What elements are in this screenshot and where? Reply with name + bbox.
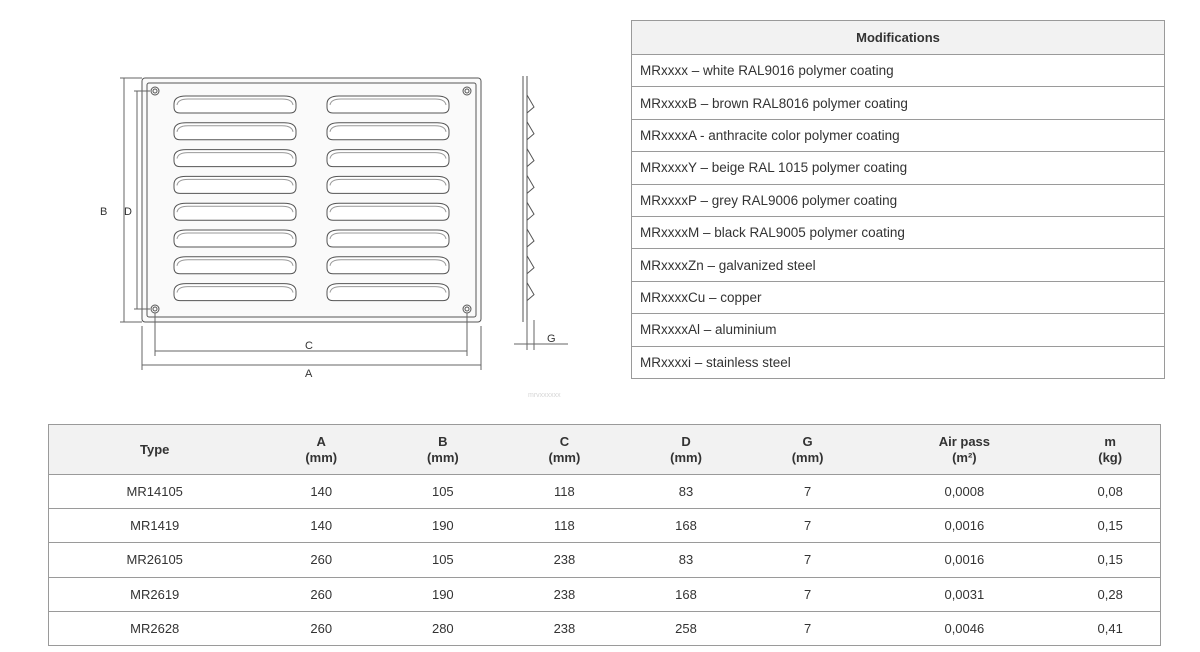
spec-cell: 140 — [260, 475, 382, 509]
modification-item: MRxxxxi – stainless steel — [632, 346, 1165, 378]
dim-label-g: G — [547, 333, 556, 345]
specifications-table — [48, 424, 1161, 646]
table-row — [49, 611, 1161, 645]
spec-cell: 7 — [747, 611, 869, 645]
spec-header-name: G — [802, 433, 813, 449]
spec-cell: 118 — [504, 509, 626, 543]
spec-header-unit: (mm) — [426, 449, 459, 465]
spec-header-cell — [868, 425, 1060, 475]
modification-item: MRxxxxM – black RAL9005 polymer coating — [632, 216, 1165, 248]
side-fin — [527, 202, 534, 220]
modification-row — [632, 87, 1165, 119]
spec-cell: 0,0046 — [868, 611, 1060, 645]
modification-item: MRxxxxAl – aluminium — [632, 314, 1165, 346]
side-view — [523, 76, 534, 322]
technical-drawing — [90, 60, 590, 390]
side-fin — [527, 122, 534, 140]
spec-cell: 0,0016 — [868, 543, 1060, 577]
dim-label-b: B — [100, 206, 108, 218]
specifications-header-row — [49, 425, 1161, 475]
spec-cell: 7 — [747, 509, 869, 543]
modifications-title: Modifications — [632, 21, 1165, 55]
modification-item: MRxxxxZn – galvanized steel — [632, 249, 1165, 281]
spec-cell: MR26105 — [49, 543, 261, 577]
spec-cell: 7 — [747, 543, 869, 577]
spec-header-cell — [747, 425, 869, 475]
spec-header-cell — [1060, 425, 1160, 475]
spec-cell: 0,15 — [1060, 509, 1160, 543]
spec-cell: 238 — [504, 543, 626, 577]
spec-cell: 190 — [382, 577, 504, 611]
spec-cell: 7 — [747, 577, 869, 611]
spec-cell: 0,28 — [1060, 577, 1160, 611]
spec-header-unit: (mm) — [305, 449, 338, 465]
spec-cell: 105 — [382, 475, 504, 509]
spec-cell: 190 — [382, 509, 504, 543]
side-fin — [527, 256, 534, 274]
modification-row — [632, 249, 1165, 281]
dim-label-d: D — [124, 206, 132, 218]
modification-item: MRxxxxCu – copper — [632, 281, 1165, 313]
spec-cell: 0,0016 — [868, 509, 1060, 543]
specifications-body — [49, 475, 1161, 646]
modification-item: MRxxxx – white RAL9016 polymer coating — [632, 55, 1165, 87]
side-fin — [527, 229, 534, 247]
side-fin — [527, 95, 534, 113]
modification-item: MRxxxxB – brown RAL8016 polymer coating — [632, 87, 1165, 119]
modifications-table — [631, 20, 1165, 379]
spec-cell: 83 — [625, 475, 747, 509]
spec-cell: 260 — [260, 577, 382, 611]
spec-cell: MR14105 — [49, 475, 261, 509]
spec-header-unit: (mm) — [670, 449, 702, 465]
spec-cell: 168 — [625, 577, 747, 611]
spec-cell: 0,08 — [1060, 475, 1160, 509]
modification-row — [632, 184, 1165, 216]
spec-cell: 118 — [504, 475, 626, 509]
spec-cell: 140 — [260, 509, 382, 543]
modification-item: MRxxxxP – grey RAL9006 polymer coating — [632, 184, 1165, 216]
spec-header-cell — [625, 425, 747, 475]
spec-cell: 83 — [625, 543, 747, 577]
spec-cell: 7 — [747, 475, 869, 509]
spec-cell: 280 — [382, 611, 504, 645]
modification-row — [632, 152, 1165, 184]
modification-row — [632, 216, 1165, 248]
modification-row — [632, 119, 1165, 151]
dim-label-c: C — [305, 340, 313, 352]
spec-header-unit: (m²) — [952, 449, 977, 465]
spec-cell: 0,15 — [1060, 543, 1160, 577]
modifications-list — [632, 55, 1165, 379]
spec-header-cell — [260, 425, 382, 475]
spec-header-name: Air pass — [938, 433, 991, 449]
modification-item: MRxxxxY – beige RAL 1015 polymer coating — [632, 152, 1165, 184]
side-fin — [527, 149, 534, 167]
spec-cell: 258 — [625, 611, 747, 645]
spec-cell: 260 — [260, 611, 382, 645]
spec-cell: 0,41 — [1060, 611, 1160, 645]
modification-row — [632, 281, 1165, 313]
spec-header-name: Type — [140, 441, 170, 457]
spec-cell: 0,0031 — [868, 577, 1060, 611]
spec-header-cell — [49, 425, 261, 475]
spec-header-unit: (mm) — [791, 449, 824, 465]
spec-cell: 168 — [625, 509, 747, 543]
spec-header-cell — [504, 425, 626, 475]
spec-cell: 105 — [382, 543, 504, 577]
spec-header-name: D — [681, 433, 691, 449]
spec-header-name: C — [559, 433, 570, 449]
spec-header-cell — [382, 425, 504, 475]
spec-header-unit: (mm) — [548, 449, 581, 465]
modification-row — [632, 346, 1165, 378]
spec-cell: 238 — [504, 611, 626, 645]
modification-row — [632, 55, 1165, 87]
table-row — [49, 475, 1161, 509]
modification-row — [632, 314, 1165, 346]
spec-cell: MR2628 — [49, 611, 261, 645]
table-row — [49, 509, 1161, 543]
dim-label-a: A — [305, 368, 313, 380]
spec-header-name: B — [438, 433, 448, 449]
spec-cell: 0,0008 — [868, 475, 1060, 509]
spec-cell: 260 — [260, 543, 382, 577]
side-fin — [527, 283, 534, 301]
modification-item: MRxxxxA - anthracite color polymer coating — [632, 119, 1165, 151]
watermark: mrvxxxxxx — [528, 392, 561, 399]
spec-cell: 238 — [504, 577, 626, 611]
spec-header-name: m — [1104, 433, 1116, 449]
side-fin — [527, 175, 534, 193]
table-row — [49, 577, 1161, 611]
table-row — [49, 543, 1161, 577]
spec-cell: MR2619 — [49, 577, 261, 611]
spec-header-name: A — [316, 433, 326, 449]
spec-header-unit: (kg) — [1098, 449, 1123, 465]
spec-cell: MR1419 — [49, 509, 261, 543]
